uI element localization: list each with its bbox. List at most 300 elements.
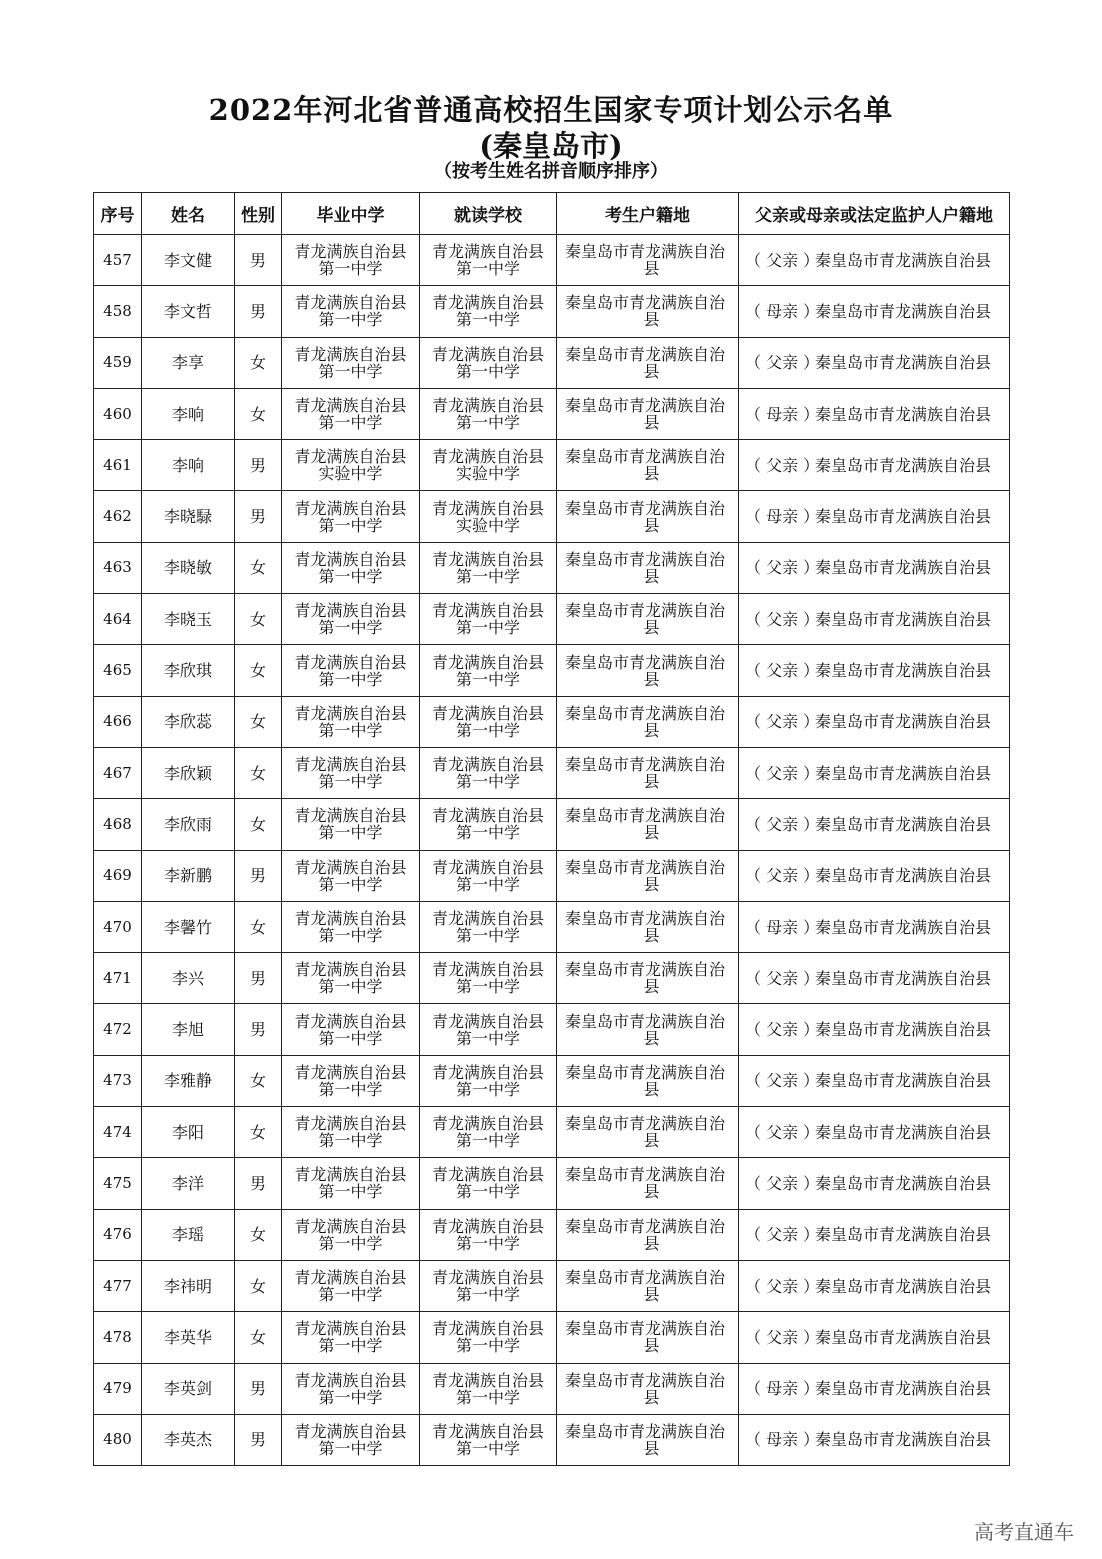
cell-line: 第一中学 [318,669,383,689]
cell-line: 秦皇岛市青龙满族自治 [565,1268,726,1288]
cell-line: 实验中学 [318,464,383,484]
parent-relation: （ 父亲 ） [745,558,820,578]
table-row [94,645,1010,696]
cell-graduation-school [282,286,420,337]
parent-relation: （ 母亲 ） [745,917,820,937]
parent-huji-value: 秦皇岛市青龙满族自治县 [815,661,992,681]
cell-parent-huji [739,1107,1010,1158]
cell-number: 471 [94,953,142,1004]
cell-graduation-school [282,388,420,439]
cell-line: 县 [643,259,660,279]
cell-line: 青龙满族自治县 [431,909,544,928]
parent-huji-value: 秦皇岛市青龙满族自治县 [815,1020,992,1040]
cell-parent-huji [739,953,1010,1004]
cell-line: 县 [643,515,660,535]
cell-graduation-school [282,1158,420,1209]
cell-line: 第一中学 [455,361,520,381]
cell-line: 第一中学 [318,1336,383,1356]
table-row [94,1312,1010,1363]
cell-line: 青龙满族自治县 [294,1165,407,1185]
parent-relation: （ 父亲 ） [745,1122,820,1142]
cell-line: 第一中学 [455,259,520,279]
table-row [94,337,1010,388]
cell-gender: 男 [235,235,282,286]
cell-parent-huji [739,901,1010,952]
table-row [94,1107,1010,1158]
cell-line: 青龙满族自治县 [431,447,544,467]
cell-name: 李晓玉 [142,594,235,645]
cell-line: 第一中学 [455,566,520,586]
cell-name: 李瑶 [142,1209,235,1260]
cell-line: 第一中学 [318,1387,383,1407]
cell-parent-huji [739,1414,1010,1465]
cell-line: 青龙满族自治县 [294,1268,407,1288]
cell-current-school [420,542,557,593]
cell-parent-huji [739,337,1010,388]
cell-line: 第一中学 [455,720,520,740]
parent-huji-value: 秦皇岛市青龙满族自治县 [815,250,992,270]
table-row [94,953,1010,1004]
cell-line: 第一中学 [318,618,383,638]
cell-gender: 男 [235,440,282,491]
cell-line: 县 [643,926,660,945]
table-row [94,235,1010,286]
table-row [94,850,1010,901]
cell-graduation-school [282,440,420,491]
table-row [94,542,1010,593]
parent-huji-value: 秦皇岛市青龙满族自治县 [815,814,992,834]
parent-huji-value: 秦皇岛市青龙满族自治县 [815,301,992,321]
cell-graduation-school [282,235,420,286]
cell-line: 第一中学 [455,772,520,792]
parent-relation: （ 父亲 ） [745,250,820,270]
cell-current-school [420,1363,557,1414]
cell-line: 青龙满族自治县 [294,344,407,364]
cell-student-huji [557,850,739,901]
parent-relation: （ 父亲 ） [745,1225,820,1245]
cell-name: 李欣雨 [142,799,235,850]
cell-number: 475 [94,1158,142,1209]
cell-name: 李文哲 [142,286,235,337]
cell-line: 青龙满族自治县 [294,960,407,980]
cell-line: 第一中学 [318,1028,383,1048]
cell-line: 县 [643,823,660,843]
table-row [94,286,1010,337]
cell-current-school [420,1004,557,1055]
cell-line: 第一中学 [455,1182,520,1202]
cell-parent-huji [739,1055,1010,1106]
cell-line: 实验中学 [455,515,520,535]
table-row [94,1209,1010,1260]
cell-number: 465 [94,645,142,696]
parent-relation: （ 父亲 ） [745,866,820,886]
cell-graduation-school [282,1055,420,1106]
cell-line: 第一中学 [318,772,383,792]
table-row [94,388,1010,439]
cell-name: 李祎明 [142,1260,235,1311]
cell-number: 457 [94,235,142,286]
cell-line: 县 [643,1438,660,1458]
cell-graduation-school [282,850,420,901]
cell-student-huji [557,594,739,645]
cell-line: 青龙满族自治县 [431,703,544,723]
cell-parent-huji [739,1158,1010,1209]
cell-number: 467 [94,747,142,798]
cell-line: 青龙满族自治县 [294,1114,407,1134]
parent-huji-value: 秦皇岛市青龙满族自治县 [815,558,992,578]
cell-student-huji [557,542,739,593]
cell-current-school [420,953,557,1004]
cell-number: 476 [94,1209,142,1260]
cell-line: 青龙满族自治县 [431,1062,544,1082]
table-row [94,1414,1010,1465]
cell-number: 458 [94,286,142,337]
cell-current-school [420,491,557,542]
cell-number: 462 [94,491,142,542]
parent-huji-value: 秦皇岛市青龙满族自治县 [815,1225,992,1245]
table-row [94,1158,1010,1209]
parent-huji-value: 秦皇岛市青龙满族自治县 [815,1379,992,1399]
cell-graduation-school [282,799,420,850]
cell-number: 477 [94,1260,142,1311]
cell-line: 青龙满族自治县 [294,652,407,672]
cell-line: 青龙满族自治县 [294,1216,407,1236]
table-row [94,696,1010,747]
cell-line: 青龙满族自治县 [431,960,544,980]
cell-line: 第一中学 [455,977,520,997]
cell-student-huji [557,1107,739,1158]
cell-line: 第一中学 [318,1131,383,1151]
cell-current-school [420,337,557,388]
cell-parent-huji [739,542,1010,593]
cell-line: 青龙满族自治县 [294,549,407,569]
parent-huji-value: 秦皇岛市青龙满族自治县 [815,712,992,732]
cell-line: 秦皇岛市青龙满族自治 [565,755,726,775]
cell-line: 第一中学 [455,310,520,330]
parent-relation: （ 父亲 ） [745,1071,820,1091]
cell-line: 青龙满族自治县 [294,1370,407,1390]
column-header: 姓名 [142,193,235,235]
parent-relation: （ 母亲 ） [745,507,820,527]
parent-relation: （ 父亲 ） [745,712,820,732]
cell-number: 473 [94,1055,142,1106]
cell-line: 秦皇岛市青龙满族自治 [565,909,726,928]
cell-line: 第一中学 [318,310,383,330]
parent-huji-value: 秦皇岛市青龙满族自治县 [815,968,992,988]
cell-gender: 女 [235,388,282,439]
parent-huji-value: 秦皇岛市青龙满族自治县 [815,763,992,783]
cell-graduation-school [282,901,420,952]
cell-number: 463 [94,542,142,593]
parent-relation: （ 父亲 ） [745,1020,820,1040]
cell-line: 秦皇岛市青龙满族自治 [565,601,726,621]
cell-current-school [420,747,557,798]
cell-student-huji [557,1260,739,1311]
parent-relation: （ 母亲 ） [745,1430,820,1450]
parent-relation: （ 父亲 ） [745,353,820,373]
cell-parent-huji [739,1312,1010,1363]
cell-line: 青龙满族自治县 [294,396,407,416]
cell-line: 第一中学 [455,1079,520,1099]
cell-graduation-school [282,1107,420,1158]
cell-line: 青龙满族自治县 [294,1319,407,1339]
cell-current-school [420,594,557,645]
cell-parent-huji [739,645,1010,696]
cell-line: 秦皇岛市青龙满族自治 [565,242,726,262]
roster-table [93,192,1010,1466]
cell-line: 秦皇岛市青龙满族自治 [565,447,726,467]
cell-line: 青龙满族自治县 [294,857,407,877]
cell-gender: 男 [235,1414,282,1465]
cell-line: 青龙满族自治县 [431,1114,544,1134]
cell-student-huji [557,388,739,439]
cell-name: 李英杰 [142,1414,235,1465]
cell-student-huji [557,799,739,850]
cell-line: 县 [643,1028,660,1048]
cell-line: 青龙满族自治县 [431,344,544,364]
table-row [94,901,1010,952]
cell-name: 李欣颖 [142,747,235,798]
cell-line: 县 [643,874,660,894]
cell-student-huji [557,1158,739,1209]
cell-name: 李馨竹 [142,901,235,952]
cell-student-huji [557,953,739,1004]
watermark: 高考直通车 [974,1520,1074,1544]
cell-gender: 男 [235,286,282,337]
cell-current-school [420,1158,557,1209]
cell-student-huji [557,440,739,491]
cell-line: 县 [643,1131,660,1151]
cell-line: 青龙满族自治县 [431,498,544,518]
cell-line: 青龙满族自治县 [431,755,544,775]
cell-graduation-school [282,747,420,798]
cell-name: 李享 [142,337,235,388]
cell-line: 第一中学 [318,361,383,381]
parent-huji-value: 秦皇岛市青龙满族自治县 [815,1276,992,1296]
cell-line: 青龙满族自治县 [431,1216,544,1236]
cell-line: 青龙满族自治县 [431,396,544,416]
parent-huji-value: 秦皇岛市青龙满族自治县 [815,455,992,475]
cell-number: 466 [94,696,142,747]
cell-line: 青龙满族自治县 [431,1268,544,1288]
cell-gender: 男 [235,1363,282,1414]
cell-line: 第一中学 [455,1387,520,1407]
cell-gender: 男 [235,953,282,1004]
cell-gender: 女 [235,542,282,593]
cell-graduation-school [282,645,420,696]
cell-line: 第一中学 [455,413,520,433]
cell-parent-huji [739,850,1010,901]
parent-huji-value: 秦皇岛市青龙满族自治县 [815,866,992,886]
cell-name: 李晓騄 [142,491,235,542]
table-row [94,747,1010,798]
cell-line: 县 [643,669,660,689]
cell-student-huji [557,1414,739,1465]
cell-line: 秦皇岛市青龙满族自治 [565,1421,726,1441]
cell-number: 472 [94,1004,142,1055]
cell-line: 秦皇岛市青龙满族自治 [565,857,726,877]
cell-name: 李兴 [142,953,235,1004]
cell-graduation-school [282,1312,420,1363]
cell-parent-huji [739,1260,1010,1311]
cell-student-huji [557,1055,739,1106]
cell-line: 青龙满族自治县 [431,549,544,569]
cell-number: 468 [94,799,142,850]
cell-current-school [420,696,557,747]
cell-line: 县 [643,361,660,381]
cell-line: 青龙满族自治县 [294,806,407,826]
parent-relation: （ 父亲 ） [745,968,820,988]
cell-name: 李阳 [142,1107,235,1158]
cell-student-huji [557,1312,739,1363]
parent-huji-value: 秦皇岛市青龙满族自治县 [815,1327,992,1347]
cell-current-school [420,1414,557,1465]
cell-parent-huji [739,799,1010,850]
cell-line: 第一中学 [318,1233,383,1253]
parent-huji-value: 秦皇岛市青龙满族自治县 [815,404,992,424]
cell-line: 青龙满族自治县 [431,806,544,826]
cell-name: 李新鹏 [142,850,235,901]
cell-number: 478 [94,1312,142,1363]
cell-number: 469 [94,850,142,901]
parent-huji-value: 秦皇岛市青龙满族自治县 [815,1173,992,1193]
cell-line: 秦皇岛市青龙满族自治 [565,396,726,416]
cell-gender: 女 [235,1312,282,1363]
cell-number: 464 [94,594,142,645]
cell-line: 青龙满族自治县 [431,1319,544,1339]
cell-current-school [420,1209,557,1260]
cell-line: 第一中学 [455,1233,520,1253]
cell-line: 县 [643,464,660,484]
cell-current-school [420,286,557,337]
cell-name: 李雅静 [142,1055,235,1106]
cell-current-school [420,1312,557,1363]
cell-line: 秦皇岛市青龙满族自治 [565,549,726,569]
cell-current-school [420,388,557,439]
cell-line: 县 [643,1336,660,1356]
cell-line: 青龙满族自治县 [431,1421,544,1441]
cell-name: 李欣蕊 [142,696,235,747]
cell-current-school [420,850,557,901]
cell-line: 青龙满族自治县 [431,652,544,672]
table-row [94,1260,1010,1311]
cell-number: 460 [94,388,142,439]
cell-graduation-school [282,594,420,645]
cell-number: 479 [94,1363,142,1414]
sort-note: （按考生姓名拼音顺序排序） [434,161,668,182]
cell-student-huji [557,337,739,388]
cell-parent-huji [739,1004,1010,1055]
cell-current-school [420,901,557,952]
parent-relation: （ 父亲 ） [745,814,820,834]
cell-number: 470 [94,901,142,952]
cell-line: 县 [643,566,660,586]
cell-student-huji [557,235,739,286]
cell-line: 秦皇岛市青龙满族自治 [565,806,726,826]
cell-line: 青龙满族自治县 [431,293,544,313]
cell-line: 青龙满族自治县 [431,1370,544,1390]
cell-current-school [420,235,557,286]
cell-number: 459 [94,337,142,388]
cell-line: 第一中学 [318,413,383,433]
cell-line: 第一中学 [455,926,520,945]
column-header: 考生户籍地 [557,193,739,235]
cell-line: 县 [643,618,660,638]
cell-number: 474 [94,1107,142,1158]
cell-line: 第一中学 [455,874,520,894]
cell-gender: 女 [235,1260,282,1311]
cell-graduation-school [282,542,420,593]
cell-gender: 女 [235,696,282,747]
cell-line: 秦皇岛市青龙满族自治 [565,344,726,364]
cell-student-huji [557,1004,739,1055]
table-row [94,594,1010,645]
column-header: 父亲或母亲或法定监护人户籍地 [739,193,1010,235]
parent-huji-value: 秦皇岛市青龙满族自治县 [815,1430,992,1450]
cell-line: 第一中学 [455,1438,520,1458]
parent-huji-value: 秦皇岛市青龙满族自治县 [815,1071,992,1091]
cell-gender: 女 [235,1107,282,1158]
cell-student-huji [557,1363,739,1414]
cell-parent-huji [739,594,1010,645]
cell-line: 青龙满族自治县 [294,601,407,621]
cell-line: 县 [643,1182,660,1202]
cell-graduation-school [282,1209,420,1260]
cell-gender: 女 [235,645,282,696]
cell-line: 青龙满族自治县 [294,498,407,518]
parent-relation: （ 父亲 ） [745,609,820,629]
parent-relation: （ 父亲 ） [745,1327,820,1347]
cell-current-school [420,440,557,491]
cell-line: 第一中学 [455,669,520,689]
cell-line: 第一中学 [318,874,383,894]
cell-parent-huji [739,1209,1010,1260]
cell-name: 李文健 [142,235,235,286]
cell-student-huji [557,491,739,542]
cell-parent-huji [739,286,1010,337]
cell-graduation-school [282,1260,420,1311]
cell-name: 李旭 [142,1004,235,1055]
cell-line: 青龙满族自治县 [294,1062,407,1082]
cell-line: 青龙满族自治县 [294,293,407,313]
cell-line: 青龙满族自治县 [294,1011,407,1031]
cell-current-school [420,1260,557,1311]
cell-name: 李晓敏 [142,542,235,593]
cell-line: 实验中学 [455,464,520,484]
column-header: 性别 [235,193,282,235]
cell-line: 第一中学 [455,1336,520,1356]
cell-graduation-school [282,953,420,1004]
cell-line: 青龙满族自治县 [294,447,407,467]
parent-huji-value: 秦皇岛市青龙满族自治县 [815,507,992,527]
cell-line: 第一中学 [318,1079,383,1099]
table-row [94,799,1010,850]
cell-student-huji [557,1209,739,1260]
parent-huji-value: 秦皇岛市青龙满族自治县 [815,1122,992,1142]
cell-number: 480 [94,1414,142,1465]
cell-line: 青龙满族自治县 [294,909,407,928]
cell-student-huji [557,286,739,337]
cell-line: 秦皇岛市青龙满族自治 [565,1114,726,1134]
cell-student-huji [557,645,739,696]
parent-relation: （ 母亲 ） [745,1379,820,1399]
cell-student-huji [557,696,739,747]
cell-line: 秦皇岛市青龙满族自治 [565,960,726,980]
cell-number: 461 [94,440,142,491]
cell-gender: 女 [235,901,282,952]
cell-line: 第一中学 [455,1131,520,1151]
parent-huji-value: 秦皇岛市青龙满族自治县 [815,353,992,373]
